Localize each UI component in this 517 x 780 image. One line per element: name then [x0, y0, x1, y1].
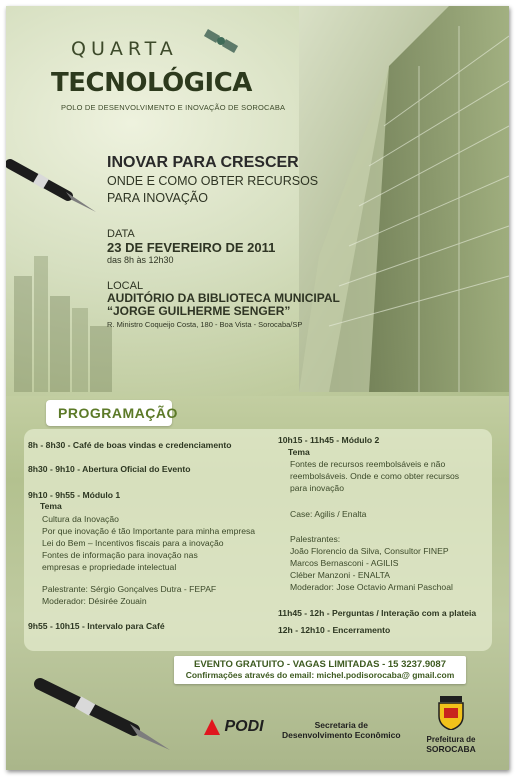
podi-logo-text: PODI [224, 718, 264, 735]
program-item: 11h45 - 12h - Perguntas / Interação com a plateia [278, 608, 477, 618]
program-item: reembolsáveis. Onde e como obter recursos [290, 471, 460, 481]
program-item: Fontes de recursos reembolsáveis e não [290, 459, 446, 469]
venue-line2: “JORGE GUILHERME SENGER” [107, 304, 291, 318]
date-label: DATA [107, 228, 135, 240]
program-title-tab [46, 400, 178, 426]
event-date: 23 DE FEVEREIRO DE 2011 [107, 240, 276, 255]
program-item: Fontes de informação para inovação nas [42, 550, 198, 560]
prefeitura-line1: Prefeitura de [426, 735, 476, 744]
program-item: Lei do Bem – Incentivos fiscais para a inovação [42, 538, 224, 548]
logo-word-quarta: QUARTA [71, 38, 178, 60]
program-item: João Florencio da Silva, Consultor FINEP [290, 546, 449, 556]
skyscraper-image [299, 6, 509, 392]
program-item: Moderador: Désirée Zouain [42, 596, 147, 606]
venue-block [107, 280, 340, 329]
program-item: Case: Agilis / Enalta [290, 509, 367, 519]
program-item: 8h - 8h30 - Café de boas vindas e credenciamento [28, 440, 232, 450]
program-item: 12h - 12h10 - Encerramento [278, 625, 391, 635]
program-item: Palestrantes: [290, 534, 341, 544]
city-coat-of-arms-icon [436, 696, 466, 730]
banner-line1: EVENTO GRATUITO - VAGAS LIMITADAS - 15 3237.9087 [194, 659, 446, 670]
event-subtitle-line2: PARA INOVAÇÃO [107, 191, 208, 205]
secretaria-logo [282, 720, 401, 740]
program-item: Cultura da Inovação [42, 514, 119, 524]
program-item: Palestrante: Sérgio Gonçalves Dutra - FEPAF [42, 584, 217, 594]
program-item: 10h15 - 11h45 - Módulo 2 [278, 435, 380, 445]
program-item: 9h10 - 9h55 - Módulo 1 [28, 490, 121, 500]
event-subtitle-line1: ONDE E COMO OBTER RECURSOS [107, 174, 319, 188]
program-item: 9h55 - 10h15 - Intervalo para Café [28, 621, 165, 631]
event-heading [107, 154, 318, 206]
place-label: LOCAL [107, 280, 144, 292]
podi-logo [204, 718, 264, 736]
logo-word-tecnologica: TECNOLÓGICA [51, 68, 252, 98]
satellite-icon [201, 28, 241, 56]
date-block [107, 228, 275, 265]
event-title: INOVAR PARA CRESCER [107, 154, 299, 171]
secretaria-line1: Secretaria de [314, 720, 368, 730]
program-item: Tema [288, 447, 310, 457]
quarta-tecnologica-logo [41, 28, 291, 128]
secretaria-line2: Desenvolvimento Econômico [282, 730, 401, 740]
fountain-pen-image-bottom [34, 674, 174, 754]
program-item: Cléber Manzoni - ENALTA [290, 570, 390, 580]
program-item: para inovação [290, 483, 344, 493]
banner-email-line: Confirmações através do email: michel.podisorocaba@ gmail.com [185, 670, 455, 680]
prefeitura-line2: SOROCABA [426, 744, 476, 754]
program-item: 8h30 - 9h10 - Abertura Oficial do Evento [28, 464, 191, 474]
fountain-pen-image-top [6, 156, 98, 216]
program-item: Marcos Bernasconi - AGILIS [290, 558, 399, 568]
prefeitura-logo [416, 696, 486, 754]
program-item: Por que inovação é tão Importante para minha empresa [42, 526, 256, 536]
program-item: Moderador: Jose Octavio Armani Paschoal [290, 582, 453, 592]
event-poster [6, 6, 509, 770]
program-item: Tema [40, 501, 62, 511]
venue-line1: AUDITÓRIO DA BIBLIOTECA MUNICIPAL [107, 291, 340, 305]
program-title: PROGRAMAÇÃO [58, 405, 178, 421]
program-item: empresas e propriedade intelectual [42, 562, 177, 572]
registration-banner [174, 656, 466, 684]
event-time: das 8h às 12h30 [107, 255, 174, 265]
podi-mark-icon [204, 719, 220, 735]
venue-address: R. Ministro Coqueijo Costa, 180 - Boa Vista - Sorocaba/SP [107, 320, 303, 329]
logo-subtitle: POLO DE DESENVOLVIMENTO E INOVAÇÃO DE SOROCABA [61, 103, 286, 112]
